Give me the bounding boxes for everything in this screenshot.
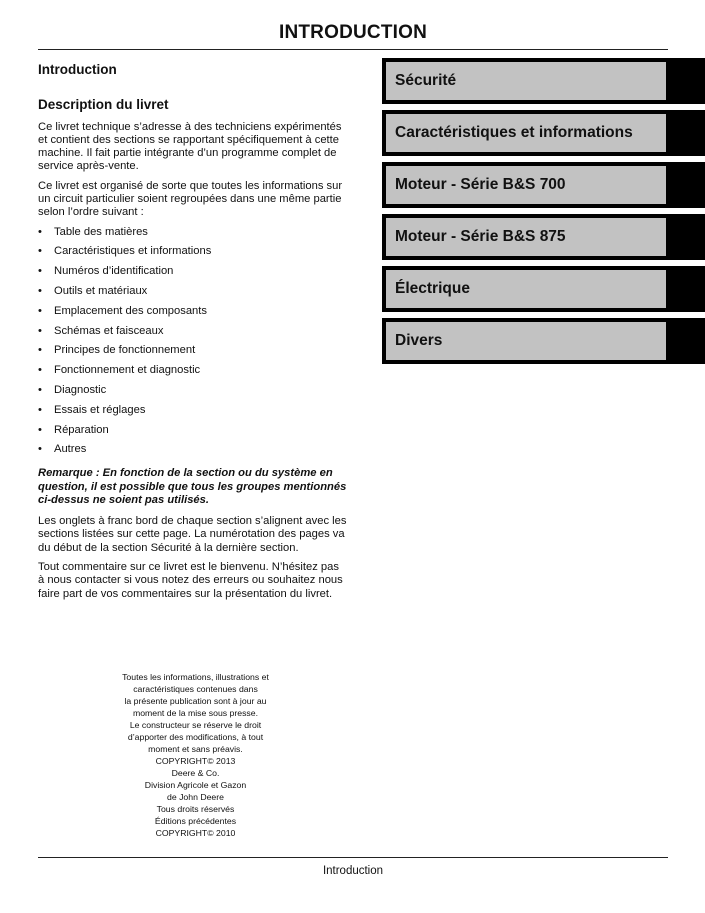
tab-caracteristiques[interactable] [382, 110, 705, 156]
tab-electrique[interactable] [382, 266, 705, 312]
left-column [38, 60, 348, 607]
list-item: • Essais et réglages [38, 404, 348, 424]
page-footer: Introduction [322, 865, 384, 877]
tab-moteur-700[interactable] [382, 162, 705, 208]
list-item: • Fonctionnement et diagnostic [38, 364, 348, 384]
copyright-line: moment de la mise sous presse. [132, 708, 259, 718]
list-item: • Schémas et faisceaux [38, 325, 348, 345]
list-item: • Principes de fonctionnement [38, 344, 348, 364]
copyright-line: COPYRIGHT© 2010 [155, 828, 236, 838]
tab-label: Électrique [386, 270, 666, 308]
copyright-line: moment et sans préavis. [148, 744, 243, 754]
top-divider [38, 49, 668, 50]
copyright-notice [108, 671, 283, 839]
remark-note: Remarque : En fonction de la section ou du système en question, il est possible que tous les groupes mentionnés ci-dessus ne soient pas utilisés. [38, 467, 347, 506]
copyright-line: COPYRIGHT© 2013 [155, 756, 236, 766]
list-item: • Caractéristiques et informations [38, 245, 348, 265]
copyright-line: Le constructeur se réserve le droit [129, 720, 262, 730]
intro-paragraph-2: Ce livret est organisé de sorte que toutes les informations sur un circuit particulier soient regroupées dans une même partie selon l’ordre suivant : [38, 179, 343, 219]
copyright-line: de John Deere [167, 792, 224, 802]
section-heading: Introduction [38, 62, 117, 77]
subsection-heading: Description du livret [38, 97, 169, 113]
intro-paragraph-1: Ce livret technique s’adresse à des techniciens expérimentés et contient des sections se rapportant spécifiquement à cette machine. Il fait partie intégrante d’un programme complet de service après-vente. [38, 120, 342, 173]
tab-label: Sécurité [386, 62, 666, 100]
list-item: • Emplacement des composants [38, 305, 348, 325]
copyright-line: Tous droits réservés [156, 804, 235, 814]
tab-divers[interactable] [382, 318, 705, 364]
list-item: • Table des matières [38, 226, 348, 246]
copyright-line: la présente publication sont à jour au [124, 696, 267, 706]
copyright-line: Division Agricole et Gazon [144, 780, 247, 790]
closing-paragraph-1: Les onglets à franc bord de chaque section s’alignent avec les sections listées sur cette page. La numérotation des pages va du début de la section Sécurité à la dernière section. [38, 515, 347, 554]
list-item: • Réparation [38, 424, 348, 444]
list-item: • Diagnostic [38, 384, 348, 404]
copyright-line: Toutes les informations, illustrations et [122, 672, 269, 682]
copyright-line: caractéristiques contenues dans [133, 684, 258, 694]
list-item: • Autres [38, 443, 348, 463]
copyright-line: Éditions précédentes [154, 816, 237, 826]
copyright-line: Deere & Co. [171, 768, 220, 778]
tab-label: Divers [386, 322, 666, 360]
section-tabs [382, 58, 705, 370]
closing-paragraph-2: Tout commentaire sur ce livret est le bienvenu. N’hésitez pas à nous contacter si vous notez des erreurs ou souhaitez nous faire part de vos commentaires sur la présentation du livret. [38, 561, 343, 600]
tab-label: Moteur - Série B&S 875 [386, 218, 666, 256]
tab-moteur-875[interactable] [382, 214, 705, 260]
tab-label: Moteur - Série B&S 700 [386, 166, 666, 204]
list-item: • Outils et matériaux [38, 285, 348, 305]
tab-securite[interactable] [382, 58, 705, 104]
contents-list [38, 226, 348, 464]
list-item: • Numéros d’identification [38, 265, 348, 285]
copyright-line: d’apporter des modifications, à tout [127, 732, 264, 742]
page-title: INTRODUCTION [278, 22, 428, 43]
tab-label: Caractéristiques et informations [386, 114, 666, 152]
bottom-divider [38, 857, 668, 858]
